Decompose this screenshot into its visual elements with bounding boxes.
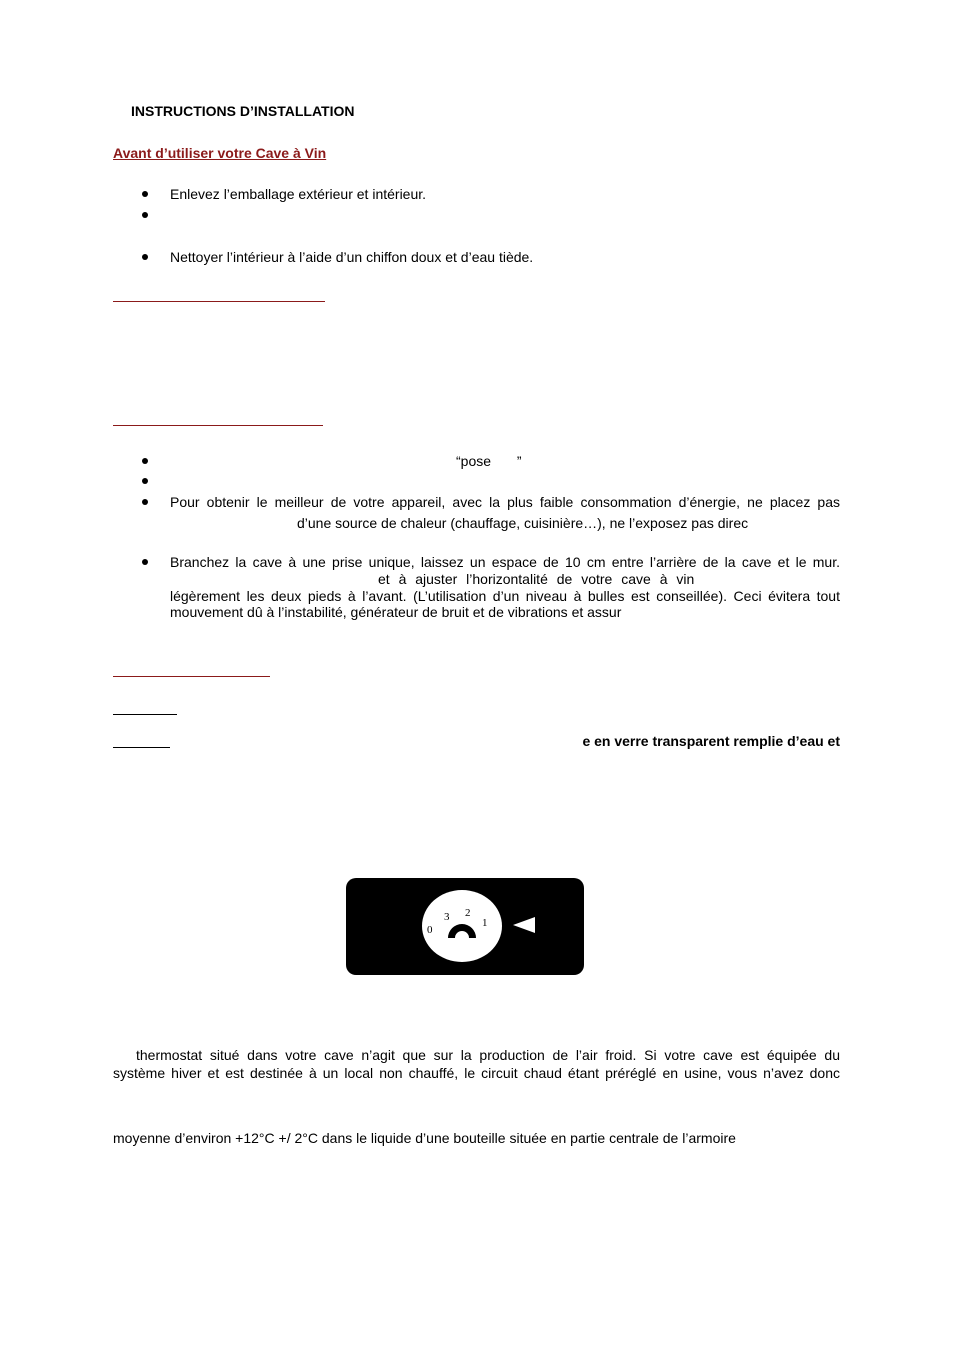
subheading-underline: [113, 714, 177, 715]
bullet-dot: [142, 191, 148, 197]
paragraph-thermostat-line1: thermostat situé dans votre cave n’agit que sur la production de l’air froid. Si votre cave est équipée du: [136, 1047, 840, 1063]
thermostat-panel-illustration: [346, 878, 584, 975]
bullet-dot: [142, 212, 148, 218]
pointer-triangle-icon: [513, 917, 535, 933]
bullet-text-energy-line1: Pour obtenir le meilleur de votre appareil, avec la plus faible consommation d’énergie, ne placez pas: [170, 494, 840, 510]
bullet-dot: [142, 499, 148, 505]
document-title: INSTRUCTIONS D’INSTALLATION: [131, 103, 355, 119]
bullet-dot: [142, 478, 148, 484]
section-heading-underline: [113, 676, 270, 677]
bullet-text-pose: “pose ”: [456, 453, 522, 469]
dial-label-2: 2: [465, 907, 471, 919]
bullet-text-clean-interior: Nettoyer l’intérieur à l’aide d’un chiffon doux et d’eau tiède.: [170, 249, 534, 265]
bullet-dot: [142, 458, 148, 464]
bullet-text-energy-line2: d’une source de chaleur (chauffage, cuisinière…), ne l’exposez pas direc: [297, 515, 749, 531]
subheading-underline: [113, 747, 170, 748]
bullet-text-plug-line3: légèrement les deux pieds à l’avant. (L’utilisation d’un niveau à bulles est conseillée). Ceci évitera tout: [170, 588, 840, 604]
section-heading-underline: [113, 425, 323, 426]
dial-label-1: 1: [482, 917, 488, 929]
bullet-text-plug-line1: Branchez la cave à une prise unique, laissez un espace de 10 cm entre l’arrière de la cave et le mur.: [170, 554, 840, 570]
bold-text-glass-bottle: e en verre transparent remplie d’eau et: [582, 733, 840, 749]
section-heading-underline: [113, 301, 325, 302]
paragraph-temperature-line: moyenne d’environ +12°C +/ 2°C dans le liquide d’une bouteille située en partie centrale de l’armoire: [113, 1130, 736, 1146]
bullet-dot: [142, 254, 148, 260]
thermostat-dial: [422, 890, 502, 962]
bullet-text-plug-line2: et à ajuster l’horizontalité de votre cave à vin: [378, 571, 695, 587]
bullet-text-plug-line4: mouvement dû à l’instabilité, générateur de bruit et de vibrations et assur: [170, 604, 622, 620]
bullet-text-remove-packaging: Enlevez l’emballage extérieur et intérieur.: [170, 186, 427, 202]
bullet-dot: [142, 559, 148, 565]
section-heading-before-use: Avant d’utiliser votre Cave à Vin: [113, 145, 327, 161]
dial-label-0: 0: [427, 924, 433, 936]
dial-label-3: 3: [444, 911, 450, 923]
paragraph-thermostat-line2: système hiver et est destinée à un local non chauffé, le circuit chaud étant préréglé en usine, vous n’avez donc: [113, 1065, 840, 1081]
